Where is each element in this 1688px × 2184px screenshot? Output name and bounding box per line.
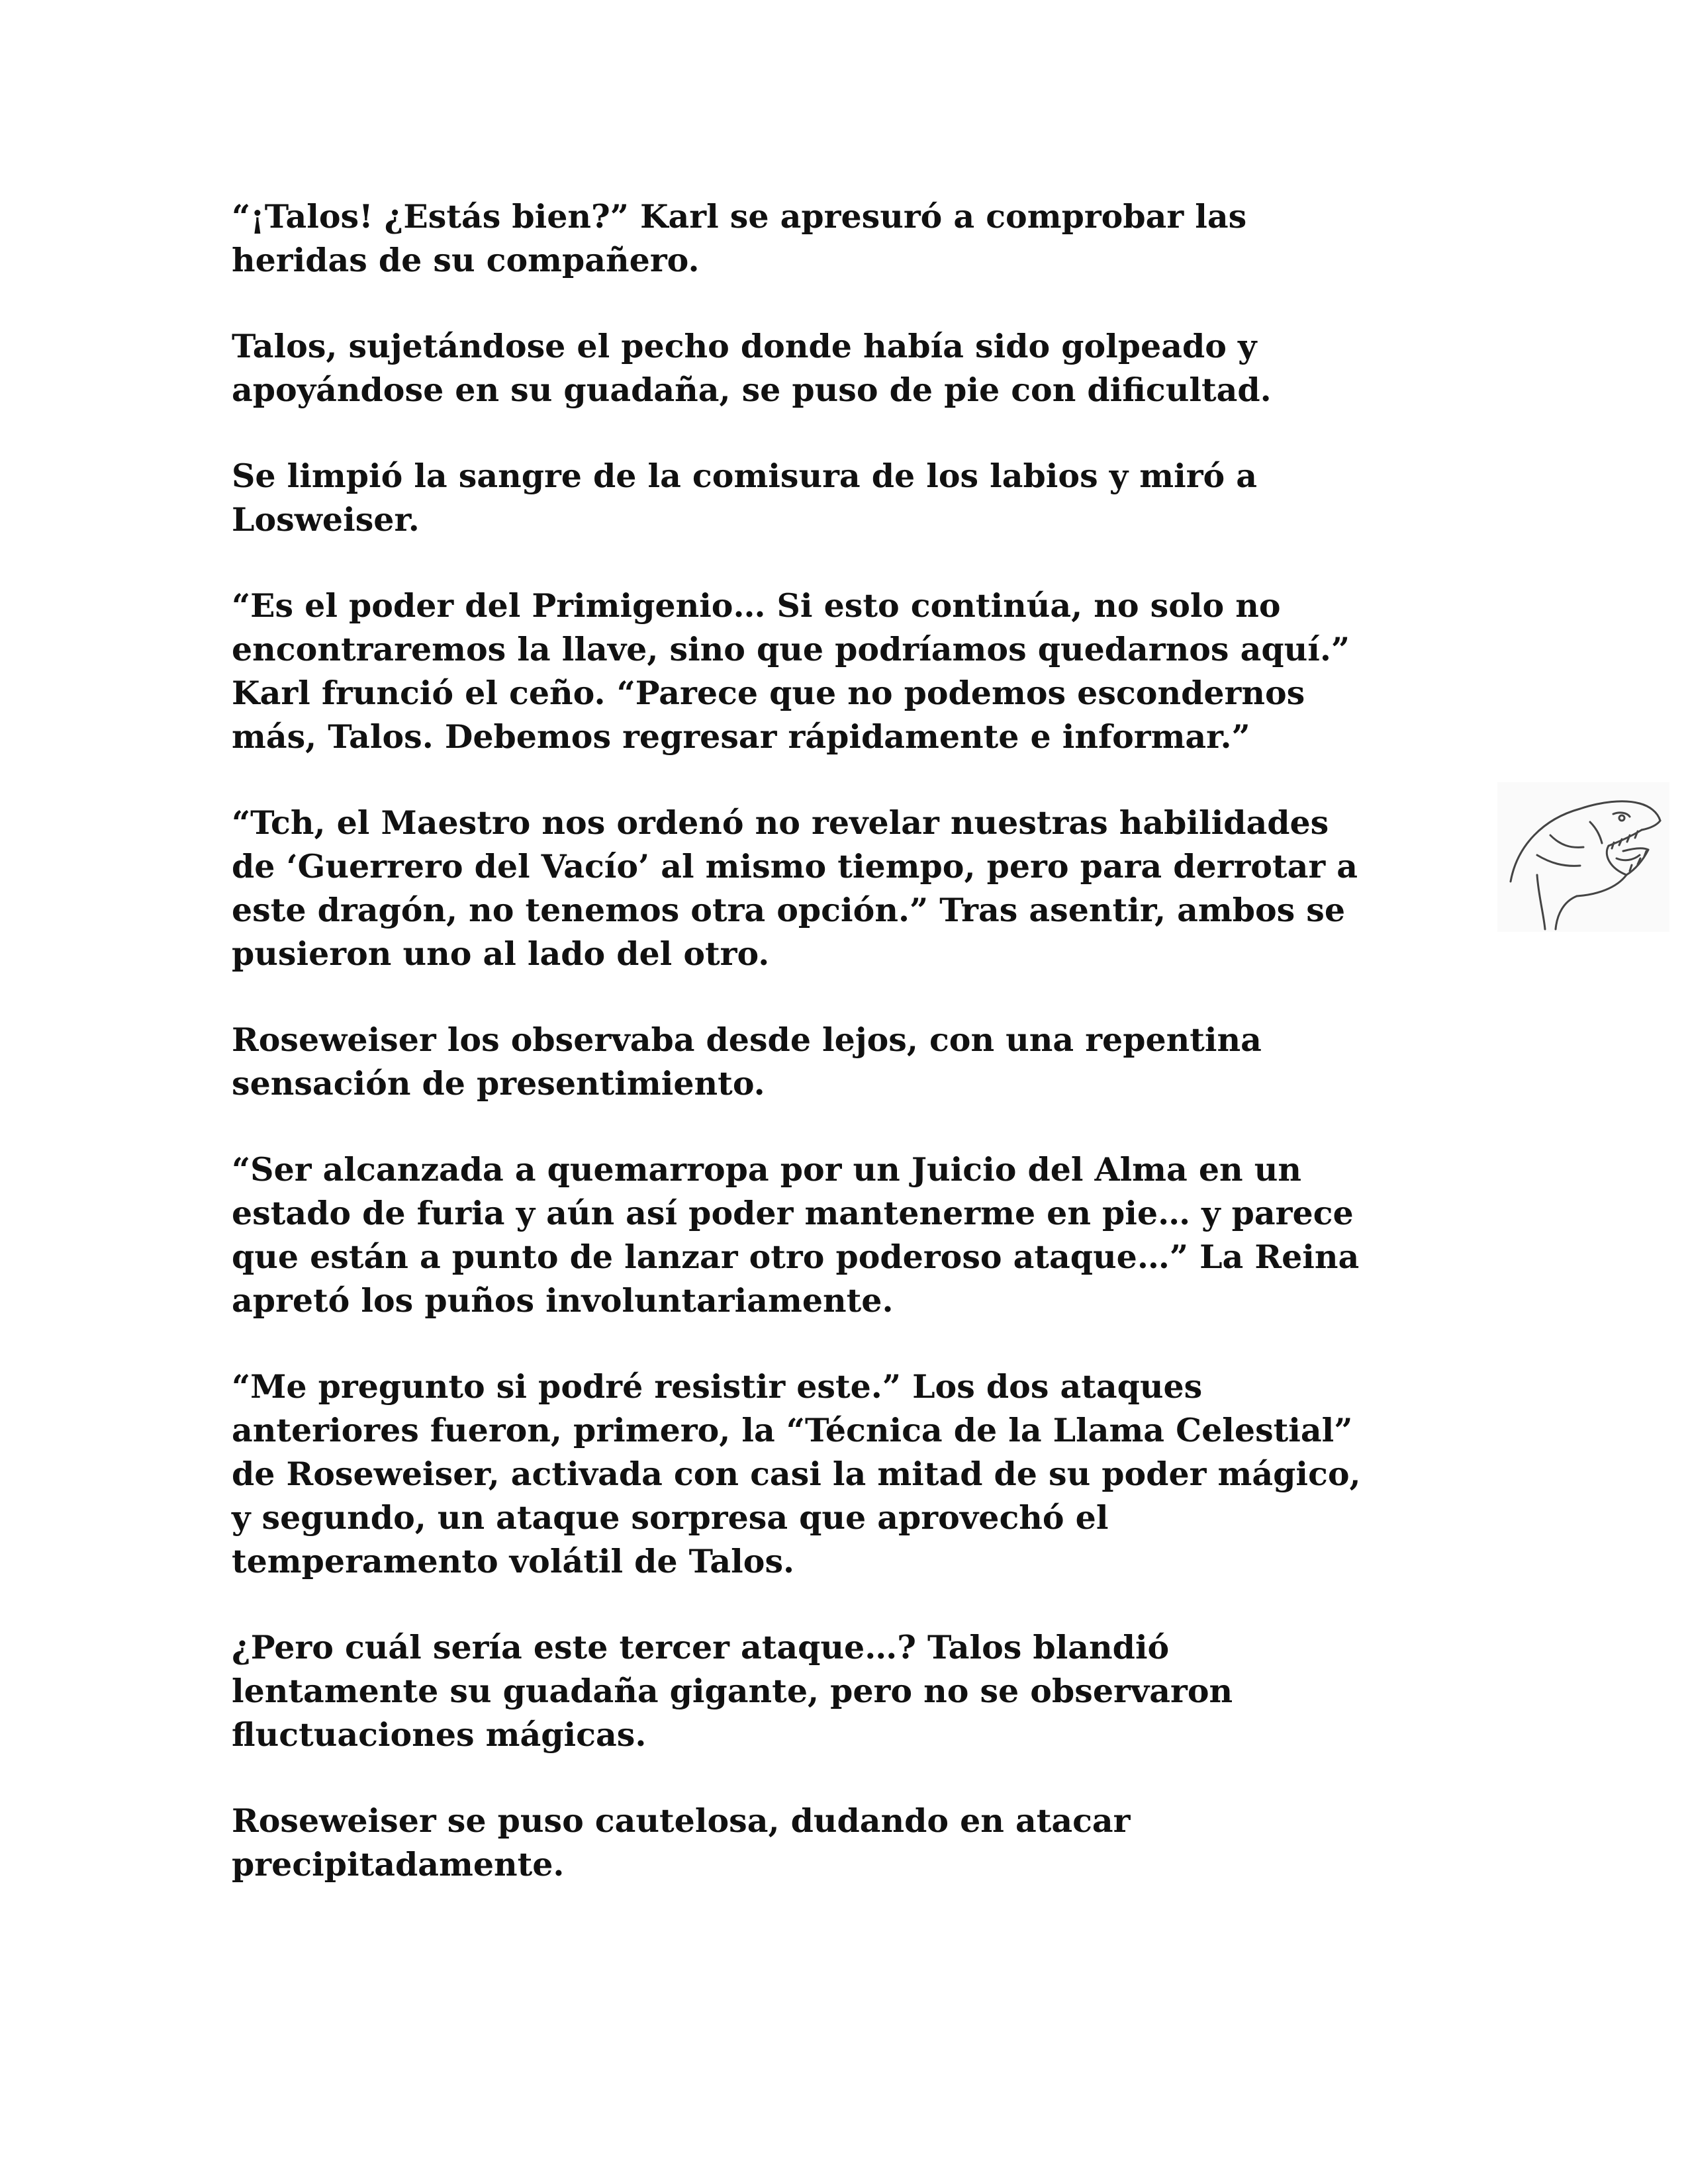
paragraph: Talos, sujetándose el pecho donde había sido golpeado y apoyándose en su guadaña, se puso de pie con dificultad. [232,327,1272,409]
paragraph: Roseweiser los observaba desde lejos, con una repentina sensación de presentimiento. [232,1021,1262,1103]
paragraph: Roseweiser se puso cautelosa, dudando en atacar precipitadamente. [232,1801,1131,1884]
paragraph: “Ser alcanzada a quemarropa por un Juicio del Alma en un estado de furia y aún así poder mantenerme en pie… y parece que están a punto de lanzar otro poderoso ataque…” La Reina apretó los puños involuntariamente. [232,1150,1360,1320]
dinosaur-head-sketch-icon [1497,782,1669,932]
paragraph: Se limpió la sangre de la comisura de los labios y miró a Losweiser. [232,457,1258,539]
story-text [232,195,1503,1929]
paragraph: “Tch, el Maestro nos ordenó no revelar nuestras habilidades de ‘Guerrero del Vacío’ al mismo tiempo, pero para derrotar a este dragón, no tenemos otra opción.” Tras asentir, ambos se pusieron uno al lado del otro. [232,803,1358,973]
paragraph: ¿Pero cuál sería este tercer ataque…? Talos blandió lentamente su guadaña gigante, pero no se observaron fluctuaciones mágicas. [232,1628,1233,1754]
paragraph: “¡Talos! ¿Estás bien?” Karl se apresuró a comprobar las heridas de su compañero. [232,197,1247,279]
paragraph: “Es el poder del Primigenio… Si esto continúa, no solo no encontraremos la llave, sino que podríamos quedarnos aquí.” Karl frunció el ceño. “Parece que no podemos escondernos más, Talos. Debemos regresar rápidamente e informar.” [232,586,1350,756]
paragraph: “Me pregunto si podré resistir este.” Los dos ataques anteriores fueron, primero, la “Técnica de la Llama Celestial” de Roseweiser, activada con casi la mitad de su poder mágico, y segundo, un ataque sorpresa que aprovechó el temperamento volátil de Talos. [232,1367,1361,1580]
